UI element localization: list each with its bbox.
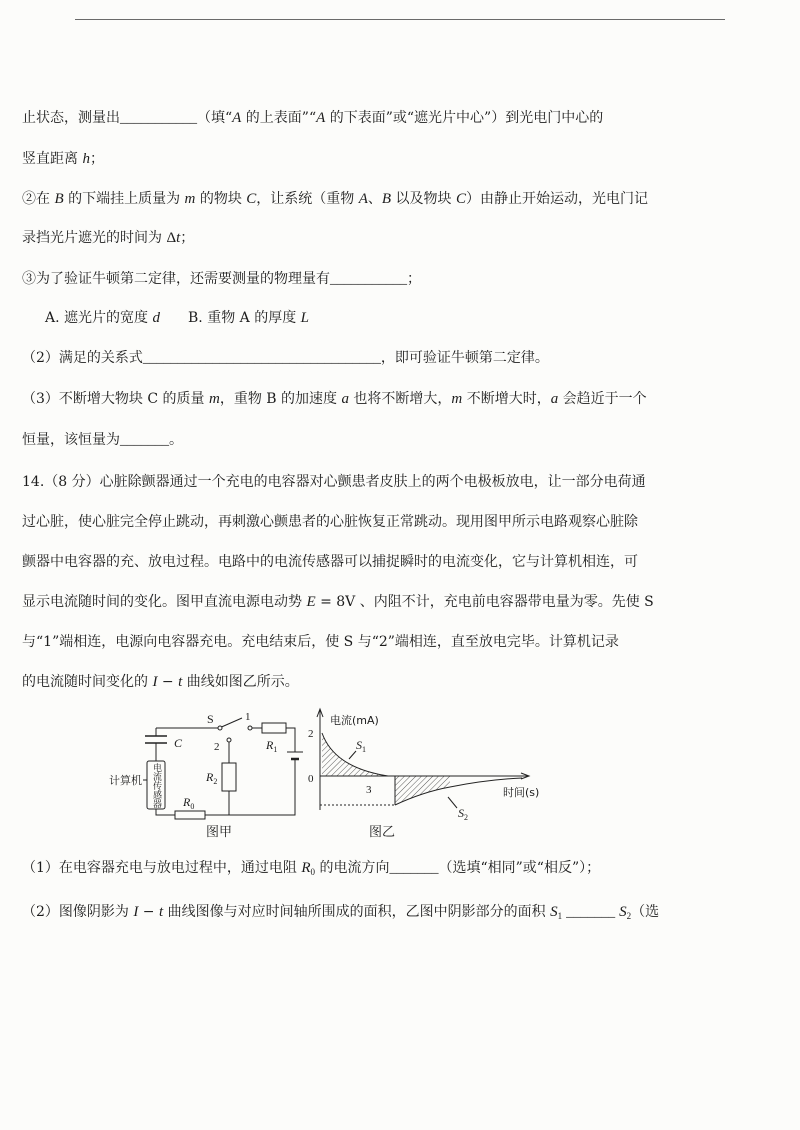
variable-b: B <box>381 191 392 207</box>
q14-line-4 <box>22 592 654 612</box>
s2-letter: S <box>458 806 464 820</box>
text: 也将不断增大， <box>348 391 452 407</box>
s1-label <box>356 738 366 754</box>
text: 的上表面”“ <box>241 110 317 126</box>
text: ③为了验证牛顿第二定律，还需要测量的物理量有 <box>22 271 330 287</box>
variable-i: I <box>133 904 139 920</box>
variable-a: a <box>550 391 559 407</box>
terminal-2-label: 2 <box>214 741 220 753</box>
y-tick-label: 2 <box>308 728 314 740</box>
text: ，重物 B 的加速度 <box>219 391 342 407</box>
text: 不断增大时， <box>462 391 551 407</box>
variable-d: d <box>152 310 160 326</box>
r2-resistor <box>222 763 236 791</box>
s1-shaded-area <box>322 733 388 776</box>
current-time-graph <box>300 705 545 823</box>
x-tick-label: 3 <box>366 784 372 796</box>
delta-symbol: Δ <box>166 230 177 246</box>
x-axis-label: 时间(s) <box>503 786 540 799</box>
capacitor-label: C <box>174 736 183 750</box>
text: （填“ <box>197 110 233 126</box>
figure-yi-caption: 图乙 <box>369 825 396 840</box>
terminal-1-label: 1 <box>245 711 251 723</box>
r2-subscript: 2 <box>213 777 218 786</box>
q14-line-2 <box>22 512 638 532</box>
text: 曲线图像与对应时间轴所围成的面积，乙图中阴影部分的面积 <box>163 904 551 920</box>
answer-blank: ___________ <box>330 272 407 287</box>
variable-r0 <box>301 858 315 878</box>
variable-a: A <box>316 110 326 126</box>
r0-resistor <box>175 811 205 819</box>
s1-subscript: 1 <box>362 745 366 754</box>
text: 竖直距离 <box>22 151 83 167</box>
variable-b: B <box>54 191 64 207</box>
text: 的下端挂上质量为 <box>63 191 185 207</box>
text: ）由静止开始运动，光电门记 <box>466 191 649 207</box>
capacitor-plates <box>145 736 167 743</box>
variable-m: m <box>208 391 220 407</box>
variable-t: t <box>178 674 183 690</box>
circuit-diagram <box>100 705 305 823</box>
s-letter: S <box>550 904 558 920</box>
q13-line-8 <box>22 389 647 409</box>
variable-a: a <box>341 391 349 407</box>
q13-line-9 <box>22 430 183 451</box>
text: 。 <box>169 432 183 448</box>
variable-s1 <box>550 902 562 922</box>
text: 曲线如图乙所示。 <box>182 674 299 690</box>
variable-h: h <box>82 151 90 167</box>
q14-line-1 <box>22 472 646 492</box>
answer-blank: _______ <box>120 433 169 448</box>
text: 显示电流随时间的变化。图甲直流电源电动势 <box>22 594 307 610</box>
text: 与“1”端相连，电源向电容器充电。充电结束后，使 S 与“2”端相连，直至放电完毕。计算机记录 <box>22 634 619 650</box>
text: − <box>138 904 159 920</box>
variable-s2 <box>619 902 631 922</box>
s2-label <box>458 806 468 822</box>
text: 止状态，测量出 <box>22 110 120 126</box>
text: 的物块 <box>195 191 247 207</box>
variable-i: I <box>152 674 158 690</box>
text: 的下表面”或“遮光片中心”）到光电门中心的 <box>325 110 604 126</box>
text: 录挡光片遮光的时间为 <box>22 230 167 246</box>
r1-letter: R <box>266 738 274 752</box>
option-text: A. 遮光片的宽度 <box>45 310 153 326</box>
answer-blank: _______ <box>566 905 616 920</box>
switch-label: S <box>207 712 214 726</box>
text: ②在 <box>22 191 55 207</box>
text: − <box>157 674 179 690</box>
text: 的电流方向 <box>315 860 390 876</box>
text: 以及物块 <box>391 191 456 207</box>
q13-line-1 <box>22 108 603 129</box>
variable-a: A <box>358 191 368 207</box>
variable-c: C <box>456 191 467 207</box>
answer-blank: _______ <box>389 861 439 876</box>
q13-line-4 <box>22 228 194 248</box>
q14-line-3 <box>22 552 638 572</box>
terminal-1-contact <box>248 726 252 730</box>
text: = 8V 、内阻不计，充电前电容器带电量为零。先使 S <box>315 594 654 610</box>
y-axis-label: 电流(mA) <box>330 714 379 727</box>
text: 过心脏，使心脏完全停止跳动，再刺激心颤患者的心脏恢复正常跳动。现用图甲所示电路观察心脏除 <box>22 514 638 530</box>
text: 的电流随时间变化的 <box>22 674 153 690</box>
text: （2）满足的关系式 <box>22 350 143 366</box>
text: 会趋近于一个 <box>558 391 647 407</box>
q13-option-b <box>188 308 309 328</box>
variable-t: t <box>176 230 181 246</box>
r1-subscript: 1 <box>273 745 278 754</box>
text: ； <box>407 271 421 287</box>
s2-subscript: 2 <box>464 813 468 822</box>
variable-t: t <box>159 904 164 920</box>
text: ； <box>180 230 195 246</box>
variable-a: A <box>232 110 242 126</box>
s2-leader <box>448 797 457 808</box>
text: （2）图像阴影为 <box>22 904 134 920</box>
q13-line-5 <box>22 269 421 290</box>
current-sensor-label: 电流传感器 <box>151 762 161 808</box>
q14-line-6 <box>22 672 299 692</box>
r2-label <box>205 770 217 786</box>
q13-line-3 <box>22 189 648 209</box>
s2-shaded-area <box>395 776 450 805</box>
text: ； <box>89 151 104 167</box>
s1-letter: S <box>356 738 362 752</box>
s1-leader <box>349 751 356 759</box>
q14-sub-1 <box>22 858 600 879</box>
answer-blank: ___________ <box>120 111 197 126</box>
text: （选填“相同”或“相反”）； <box>438 860 601 876</box>
r1-label <box>265 738 277 754</box>
q13-option-a <box>45 308 160 328</box>
q13-line-2 <box>22 149 104 169</box>
variable-c: C <box>246 191 257 207</box>
r0-label <box>182 795 194 811</box>
text: 、 <box>367 191 382 207</box>
variable-l: L <box>300 310 309 326</box>
r0-letter: R <box>183 795 191 809</box>
r-letter: R <box>301 860 311 876</box>
text: （1）在电容器充电与放电过程中，通过电阻 <box>22 860 302 876</box>
terminal-2-contact <box>227 738 231 742</box>
top-rule <box>75 19 725 20</box>
q14-sub-2 <box>22 902 659 923</box>
r0-subscript: 0 <box>190 802 195 811</box>
option-text: B. 重物 A 的厚度 <box>188 310 301 326</box>
q14-line-5 <box>22 632 619 652</box>
figure-jia-caption: 图甲 <box>206 825 233 840</box>
text: （3）不断增大物块 C 的质量 <box>22 391 209 407</box>
text: 14.（8 分）心脏除颤器通过一个充电的电容器对心颤患者皮肤上的两个电极板放电，让一部分电荷通 <box>22 474 646 490</box>
r-subscript: 0 <box>310 867 316 877</box>
computer-label: 计算机 <box>109 774 142 787</box>
text: 恒量，该恒量为 <box>22 432 120 448</box>
q13-line-7 <box>22 348 549 369</box>
s-subscript: 2 <box>626 911 632 921</box>
variable-e: E <box>306 594 316 610</box>
text: ，让系统（重物 <box>256 191 359 207</box>
variable-m: m <box>184 191 196 207</box>
answer-blank: __________________________________ <box>142 351 381 366</box>
text: 颤器中电容器的充、放电过程。电路中的电流传感器可以捕捉瞬时的电流变化，它与计算机相连，可 <box>22 554 638 570</box>
r2-letter: R <box>206 770 214 784</box>
r1-resistor <box>262 723 286 733</box>
s-subscript: 1 <box>557 911 563 921</box>
s-letter: S <box>619 904 627 920</box>
text: （选 <box>631 904 660 920</box>
switch-blade <box>222 718 243 727</box>
variable-m: m <box>451 391 463 407</box>
origin-label: 0 <box>308 773 314 785</box>
text: ，即可验证牛顿第二定律。 <box>380 350 549 366</box>
